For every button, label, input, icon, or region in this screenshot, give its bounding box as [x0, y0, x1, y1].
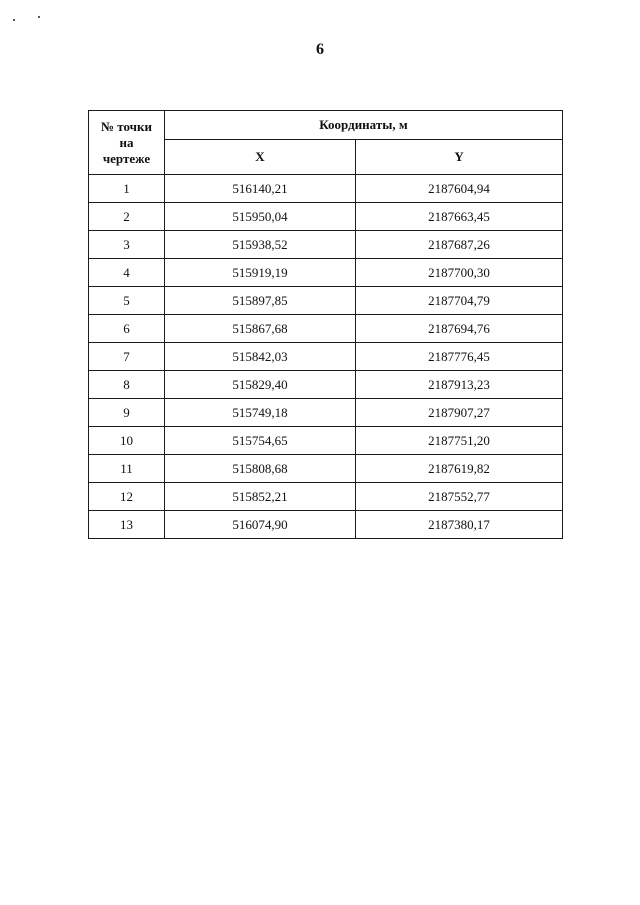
table-row: [89, 231, 563, 259]
x-coordinate-cell: 516140,21: [165, 175, 356, 203]
table-row: [89, 399, 563, 427]
point-number-cell: 5: [89, 287, 165, 315]
point-number-cell: 8: [89, 371, 165, 399]
coordinates-table: [88, 110, 563, 539]
point-number-cell: 13: [89, 511, 165, 539]
y-coordinate-cell: 2187776,45: [356, 343, 563, 371]
point-number-header-line: на: [119, 134, 134, 150]
x-coordinate-cell: 515754,65: [165, 427, 356, 455]
table-row: [89, 175, 563, 203]
point-number-cell: 1: [89, 175, 165, 203]
y-coordinate-cell: 2187704,79: [356, 287, 563, 315]
scan-speck: [13, 19, 15, 21]
scan-speck: [38, 16, 40, 18]
point-number-cell: 3: [89, 231, 165, 259]
table-row: [89, 315, 563, 343]
point-number-cell: 4: [89, 259, 165, 287]
table-row: [89, 511, 563, 539]
point-number-header-line: № точки: [100, 118, 152, 134]
table-body: [89, 175, 563, 539]
x-coordinate-cell: 515867,68: [165, 315, 356, 343]
table-row: [89, 483, 563, 511]
y-coordinate-cell: 2187604,94: [356, 175, 563, 203]
point-number-cell: 12: [89, 483, 165, 511]
x-coordinate-cell: 515938,52: [165, 231, 356, 259]
page-number: 6: [316, 41, 324, 58]
x-coordinate-cell: 516074,90: [165, 511, 356, 539]
coordinates-header: Координаты, м: [165, 111, 563, 140]
y-coordinate-cell: 2187694,76: [356, 315, 563, 343]
point-number-cell: 10: [89, 427, 165, 455]
x-coordinate-cell: 515950,04: [165, 203, 356, 231]
x-coordinate-cell: 515749,18: [165, 399, 356, 427]
y-coordinate-cell: 2187380,17: [356, 511, 563, 539]
y-coordinate-cell: 2187751,20: [356, 427, 563, 455]
point-number-cell: 9: [89, 399, 165, 427]
header-row: [89, 111, 563, 140]
x-column-header: X: [165, 140, 356, 175]
point-number-cell: 11: [89, 455, 165, 483]
y-coordinate-cell: 2187907,27: [356, 399, 563, 427]
y-coordinate-cell: 2187913,23: [356, 371, 563, 399]
y-coordinate-cell: 2187552,77: [356, 483, 563, 511]
x-coordinate-cell: 515829,40: [165, 371, 356, 399]
y-coordinate-cell: 2187700,30: [356, 259, 563, 287]
table-row: [89, 287, 563, 315]
x-coordinate-cell: 515852,21: [165, 483, 356, 511]
y-coordinate-cell: 2187687,26: [356, 231, 563, 259]
table-row: [89, 259, 563, 287]
x-coordinate-cell: 515897,85: [165, 287, 356, 315]
point-number-header-line: чертеже: [102, 150, 151, 166]
table-row: [89, 427, 563, 455]
point-number-cell: 2: [89, 203, 165, 231]
table-row: [89, 455, 563, 483]
x-coordinate-cell: 515919,19: [165, 259, 356, 287]
table-row: [89, 343, 563, 371]
y-coordinate-cell: 2187619,82: [356, 455, 563, 483]
x-coordinate-cell: 515842,03: [165, 343, 356, 371]
point-number-cell: 7: [89, 343, 165, 371]
table-header: [89, 111, 563, 175]
y-column-header: Y: [356, 140, 563, 175]
x-coordinate-cell: 515808,68: [165, 455, 356, 483]
table-row: [89, 371, 563, 399]
point-number-cell: 6: [89, 315, 165, 343]
point-number-header: [89, 111, 165, 175]
y-coordinate-cell: 2187663,45: [356, 203, 563, 231]
table-row: [89, 203, 563, 231]
